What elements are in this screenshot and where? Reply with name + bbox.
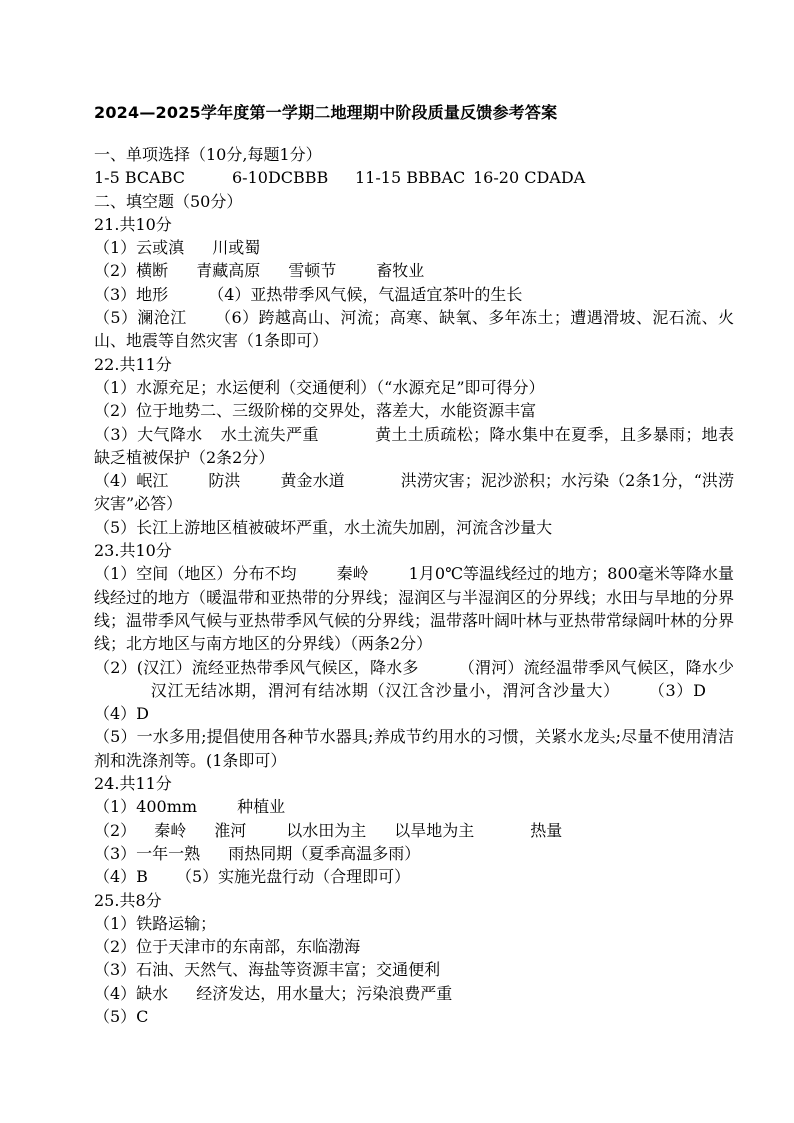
answer-group: 6-10DCBBB	[232, 168, 329, 188]
answer-text: 以旱地为主	[394, 820, 475, 840]
answer-text: （2）横断	[94, 261, 169, 281]
q25-line4	[94, 982, 734, 1005]
answer-sheet	[94, 100, 734, 1028]
answer-text: 秦岭	[336, 564, 369, 584]
answer-text: 黄土土质疏松；降水集中在夏季，且多暴雨；地表缺乏植被保护（2条2分）	[94, 424, 734, 467]
answer-text: 洪涝灾害；泥沙淤积；水污染（2条1分，“洪涝灾害”必答）	[94, 471, 734, 514]
q24-line2	[94, 819, 734, 842]
q23-line2	[94, 656, 734, 726]
q22-line2: （2）位于地势二、三级阶梯的交界处，落差大，水能资源丰富	[94, 401, 537, 421]
answer-group: 1-5 BCABC	[94, 168, 185, 188]
answer-text: （5）实施光盘行动（合理即可）	[175, 867, 411, 887]
answer-text: （3）D	[647, 680, 706, 700]
q25-line5: （5）C	[94, 1006, 149, 1026]
answer-text: （3）地形	[94, 284, 169, 304]
answer-text: 淮河	[214, 820, 247, 840]
q21-line1	[94, 236, 734, 259]
answer-text: 以水田为主	[286, 820, 367, 840]
answer-text: （4）D	[94, 704, 150, 724]
answer-text: 1月0℃等温线经过的地方；800毫米等降水量线经过的地方（暖温带和亚热带的分界线；湿润区与半湿润区的分界线；水田与旱地的分界线；温带季风气候与亚热带季风气候的分界线；温带落叶阔叶林与亚热带常绿阔叶林的分界线；北方地区与南方地区的分界线）（两条2分）	[94, 564, 735, 654]
answer-text: 经济发达，用水量大；污染浪费严重	[196, 983, 453, 1003]
q24-heading: 24.共11分	[94, 774, 172, 794]
q23-line1	[94, 562, 734, 655]
answer-group: 11-15 BBBAC	[355, 168, 466, 188]
answer-text: （4）B	[94, 867, 148, 887]
answer-text: 青藏高原	[196, 261, 261, 281]
q23-heading: 23.共10分	[94, 541, 172, 561]
answer-text: 汉江无结冰期，渭河有结冰期（汉江含沙量小，渭河含沙量大）	[150, 680, 620, 700]
q21-line2	[94, 259, 734, 282]
q24-line3	[94, 842, 734, 865]
q22-heading: 22.共11分	[94, 354, 172, 374]
answer-text: 水土流失严重	[220, 424, 319, 444]
q21-heading: 21.共10分	[94, 214, 172, 234]
q25-heading: 25.共8分	[94, 890, 162, 910]
q23-line5: （5）一水多用;提倡使用各种节水器具;养成节约用水的习惯，关紧水龙头;尽量不使用清洁剂和洗涤剂等。(1条即可）	[94, 727, 734, 770]
answer-text: 秦岭	[154, 820, 187, 840]
answer-group: 16-20 CDADA	[473, 168, 586, 188]
answer-text: 雪顿节	[288, 261, 337, 281]
answer-text: （5）澜沧江	[94, 308, 187, 328]
answer-text: 畜牧业	[376, 261, 425, 281]
choice-answers	[94, 166, 734, 189]
answer-text: （1）400mm	[94, 797, 198, 817]
answer-text: 防洪	[208, 471, 241, 491]
answer-text: 热量	[530, 820, 563, 840]
answer-text: （2）	[94, 820, 137, 840]
answer-text: （渭河）流经温带季风气候区，降水少	[458, 657, 734, 677]
answer-text: 雨热同期（夏季高温多雨）	[228, 843, 421, 863]
q22-line3	[94, 423, 734, 470]
q24-line4	[94, 865, 734, 888]
q22-line4	[94, 469, 734, 516]
q25-line3: （3）石油、天然气、海盐等资源丰富；交通便利	[94, 960, 441, 980]
answer-text: （6）跨越高山、河流；高寒、缺氧、多年冻土；遭遇滑坡、泥石流、火山、地震等自然灾害（1条即可）	[94, 308, 734, 351]
q24-line1	[94, 795, 734, 818]
q25-line1: （1）铁路运输；	[94, 913, 217, 933]
page-title: 2024—2025学年度第一学期二地理期中阶段质量反馈参考答案	[94, 103, 558, 122]
answer-text: （4）缺水	[94, 983, 169, 1003]
answer-text: （3）大气降水	[94, 424, 203, 444]
answer-text: 黄金水道	[280, 471, 345, 491]
answer-text: （3）一年一熟	[94, 843, 201, 863]
answer-text: （4）岷江	[94, 471, 169, 491]
answer-text: （4）亚热带季风气候，气温适宜茶叶的生长	[208, 284, 523, 304]
answer-text: （1）云或滇	[94, 238, 185, 258]
q21-line4	[94, 306, 734, 353]
q21-line3	[94, 283, 734, 306]
answer-text: 种植业	[237, 797, 286, 817]
answer-text: 川或蜀	[212, 238, 261, 258]
section2-heading: 二、填空题（50分）	[94, 191, 243, 211]
answer-text: （1）空间（地区）分布不均	[94, 564, 297, 584]
q22-line1: （1）水源充足；水运便利（交通便利）（“水源充足”即可得分）	[94, 377, 545, 397]
q25-line2: （2）位于天津市的东南部，东临渤海	[94, 937, 361, 957]
answer-text: （2）(汉江）流经亚热带季风气候区，降水多	[94, 657, 419, 677]
q22-line5: （5）长江上游地区植被破坏严重，水土流失加剧，河流含沙量大	[94, 517, 553, 537]
section1-heading: 一、单项选择（10分,每题1分）	[94, 145, 322, 164]
